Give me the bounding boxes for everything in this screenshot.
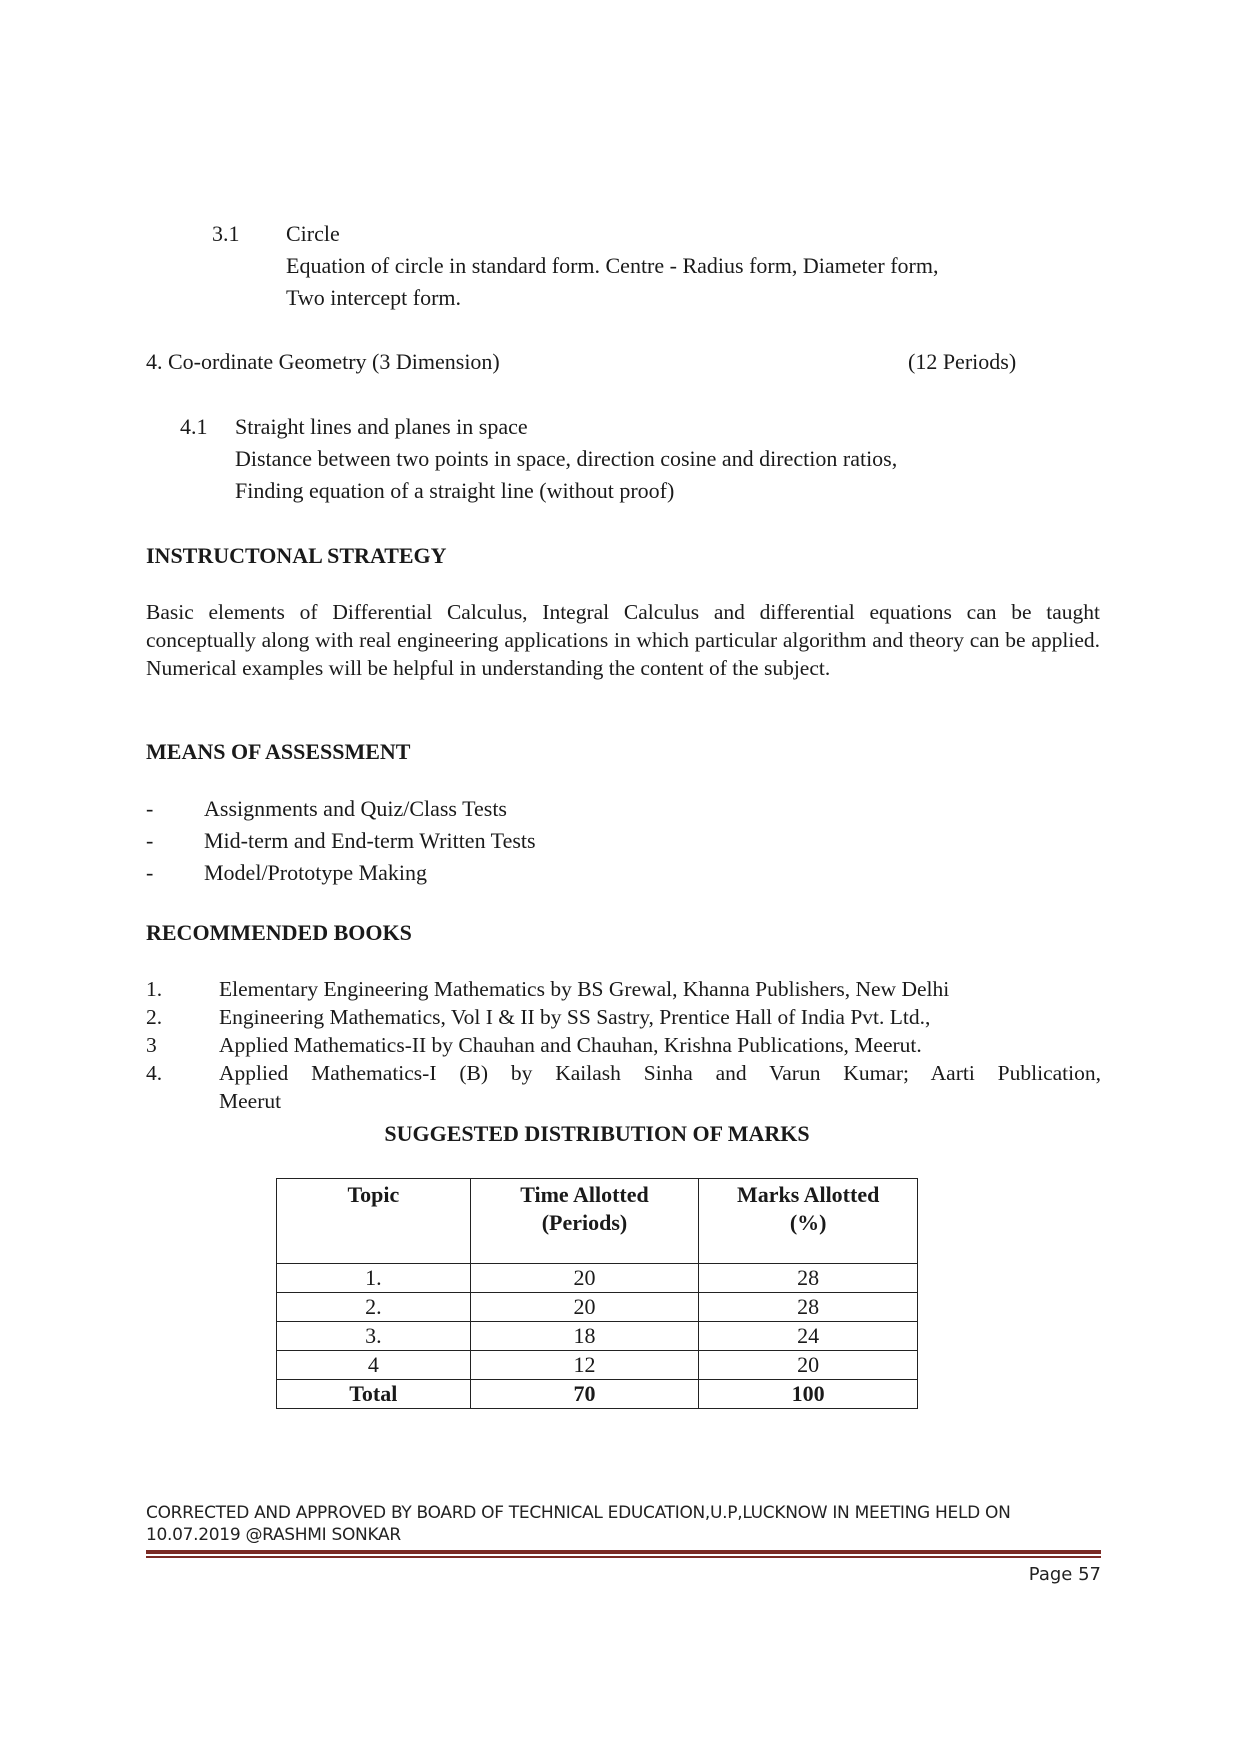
books-heading: RECOMMENDED BOOKS — [146, 920, 412, 945]
table-row — [277, 1322, 918, 1351]
book-number: 4. — [146, 1061, 163, 1085]
cell-marks: 20 — [699, 1351, 918, 1380]
instructional-heading: INSTRUCTONAL STRATEGY — [146, 543, 447, 568]
table-total-row — [277, 1380, 918, 1409]
book-item: Elementary Engineering Mathematics by BS Grewal, Khanna Publishers, New Delhi — [219, 977, 950, 1001]
cell-topic: 3. — [277, 1322, 471, 1351]
assessment-item: Assignments and Quiz/Class Tests — [204, 796, 507, 821]
distribution-heading: SUGGESTED DISTRIBUTION OF MARKS — [384, 1121, 810, 1146]
section-4-1-number: 4.1 — [180, 414, 208, 439]
cell-marks: 28 — [699, 1264, 918, 1293]
footer-line1: CORRECTED AND APPROVED BY BOARD OF TECHNICAL EDUCATION,U.P,LUCKNOW IN MEETING HELD ON — [146, 1503, 1011, 1523]
section-4-1-line1: Distance between two points in space, direction cosine and direction ratios, — [235, 446, 898, 471]
book-number: 3 — [146, 1033, 157, 1057]
assessment-item: Mid-term and End-term Written Tests — [204, 828, 536, 853]
cell-marks: 28 — [699, 1293, 918, 1322]
cell-topic: 4 — [277, 1351, 471, 1380]
cell-topic: 2. — [277, 1293, 471, 1322]
table-header-row — [277, 1179, 918, 1264]
section-3-1-number: 3.1 — [212, 221, 240, 246]
book-number: 2. — [146, 1005, 163, 1029]
assessment-bullet: - — [146, 860, 154, 885]
header-topic: Topic — [277, 1179, 471, 1264]
assessment-bullet: - — [146, 796, 154, 821]
book-number: 1. — [146, 977, 163, 1001]
table-row — [277, 1351, 918, 1380]
section-4-1-title: Straight lines and planes in space — [235, 414, 528, 439]
approval-footer — [146, 1502, 1011, 1546]
book-item: Applied Mathematics-I (B) by Kailash Sinha and Varun Kumar; Aarti Publication, — [219, 1061, 1101, 1085]
page-number: Page 57 — [1028, 1564, 1101, 1585]
book-item: Engineering Mathematics, Vol I & II by SS Sastry, Prentice Hall of India Pvt. Ltd., — [219, 1005, 931, 1029]
total-time: 70 — [470, 1380, 699, 1409]
header-time-allotted: Time Allotted (Periods) — [470, 1179, 699, 1264]
section-4-periods: (12 Periods) — [908, 349, 1017, 374]
assessment-bullet: - — [146, 828, 154, 853]
cell-time: 18 — [470, 1322, 699, 1351]
header-marks-allotted: Marks Allotted (%) — [699, 1179, 918, 1264]
cell-marks: 24 — [699, 1322, 918, 1351]
book-item-continuation: Meerut — [219, 1089, 282, 1113]
instructional-paragraph: Basic elements of Differential Calculus, Integral Calculus and differential equations can be taught conceptually along with real engineering applications in which particular algorithm and theory can be applied. Numerical examples will be helpful in understanding the content of the subject. — [146, 600, 1100, 680]
table-row — [277, 1264, 918, 1293]
cell-time: 20 — [470, 1293, 699, 1322]
footer-line2: 10.07.2019 @RASHMI SONKAR — [146, 1525, 401, 1545]
book-item: Applied Mathematics-II by Chauhan and Chauhan, Krishna Publications, Meerut. — [219, 1033, 922, 1057]
footer-rule-thin — [146, 1556, 1101, 1558]
cell-time: 20 — [470, 1264, 699, 1293]
section-3-1-line2: Two intercept form. — [286, 285, 462, 310]
section-4-heading: 4. Co-ordinate Geometry (3 Dimension) — [146, 349, 500, 374]
footer-rule-thick — [146, 1550, 1101, 1554]
assessment-item: Model/Prototype Making — [204, 860, 428, 885]
total-label: Total — [277, 1380, 471, 1409]
table-row — [277, 1293, 918, 1322]
cell-topic: 1. — [277, 1264, 471, 1293]
assessment-heading: MEANS OF ASSESSMENT — [146, 739, 411, 764]
cell-time: 12 — [470, 1351, 699, 1380]
section-4-1-line2: Finding equation of a straight line (without proof) — [235, 478, 675, 503]
total-marks: 100 — [699, 1380, 918, 1409]
section-3-1-title: Circle — [286, 221, 340, 246]
marks-distribution-table — [276, 1178, 918, 1409]
section-3-1-line1: Equation of circle in standard form. Centre - Radius form, Diameter form, — [286, 253, 939, 278]
